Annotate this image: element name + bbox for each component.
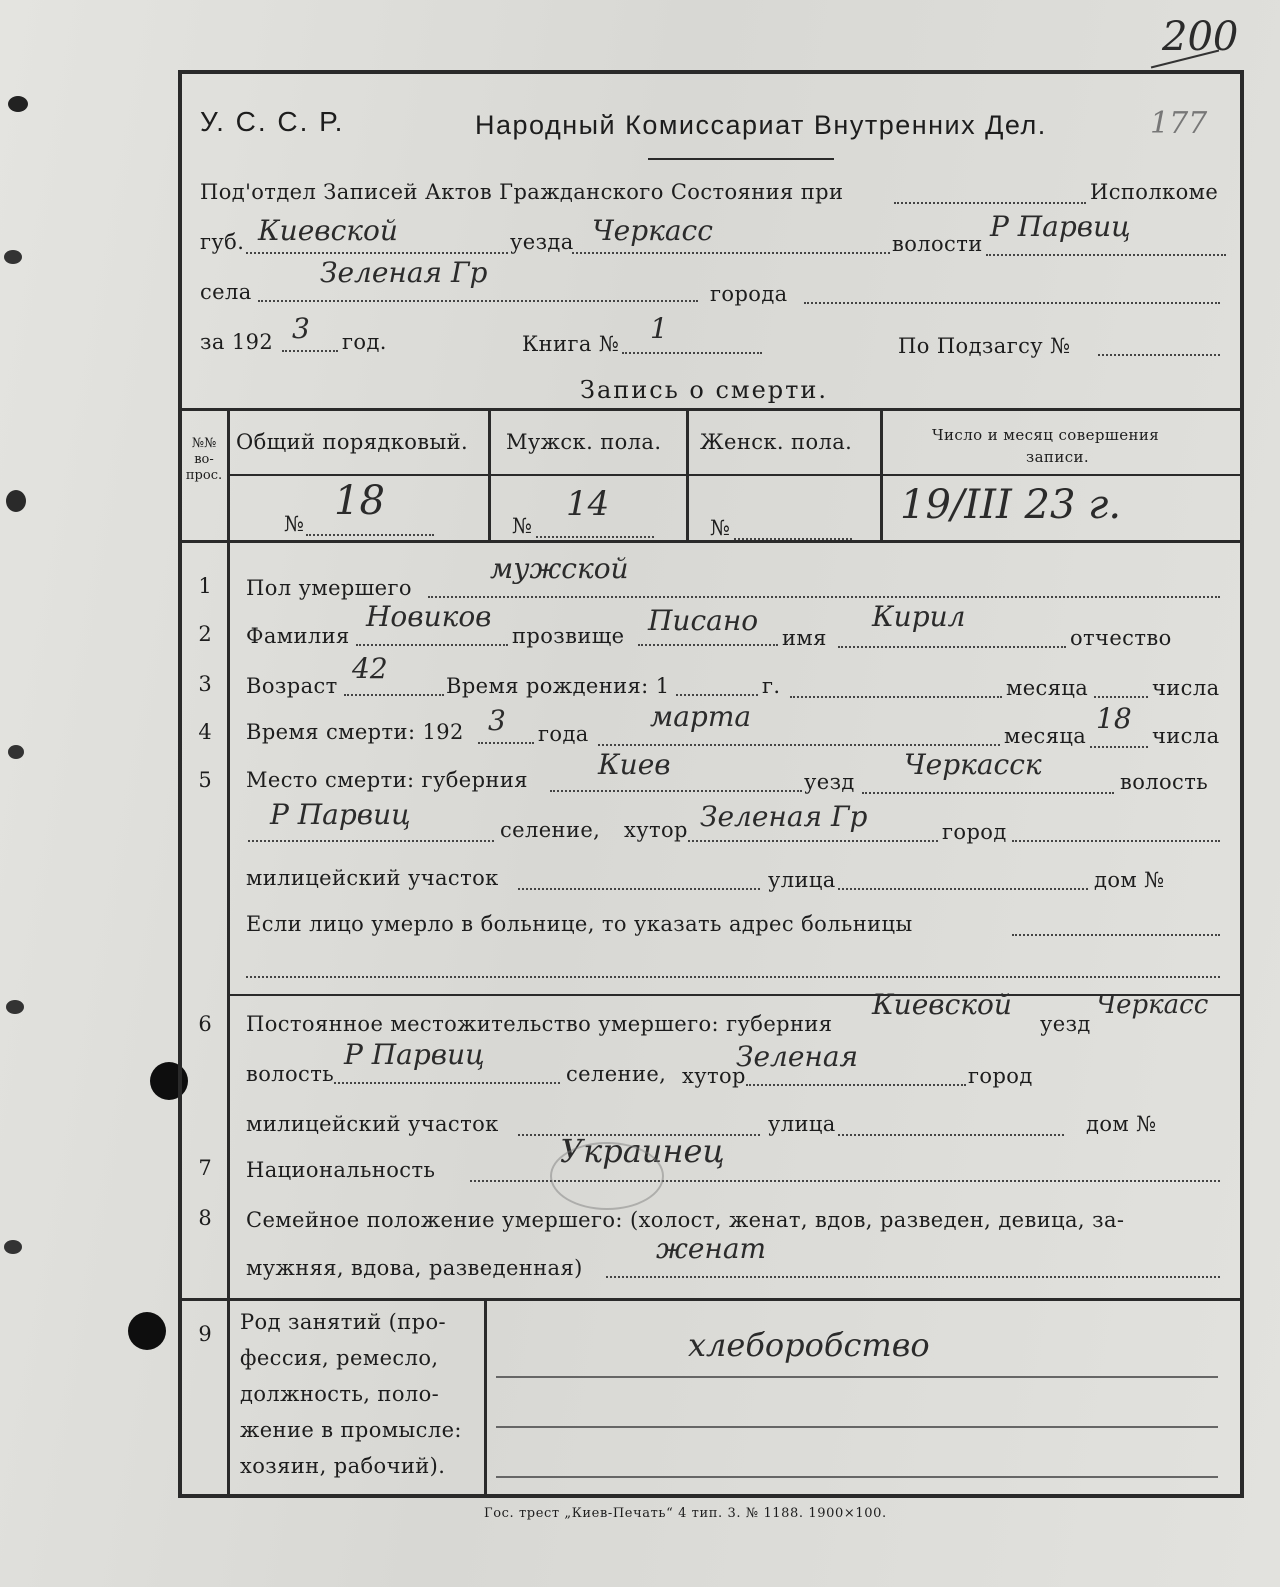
section-line	[228, 994, 1242, 996]
dotted-line	[838, 646, 1066, 648]
nickname-label: прозвище	[512, 624, 625, 648]
faded-stamp	[550, 1142, 664, 1210]
settlement-value: Зеленая Гр	[700, 800, 868, 833]
dotted-line	[638, 644, 778, 646]
dotted-line	[1098, 354, 1220, 356]
dotted-line	[1094, 696, 1148, 698]
sex-label: Пол умершего	[246, 576, 412, 600]
occupation-rule	[496, 1476, 1218, 1478]
dotted-line	[1012, 840, 1220, 842]
volost-value: Р Парвиц	[990, 210, 1131, 243]
residence-street-label: улица	[768, 1112, 836, 1136]
occupation-label-line1: Род занятий (про-	[240, 1310, 447, 1334]
death-year-value: 3	[488, 704, 506, 737]
occupation-label-line5: хозяин, рабочий).	[240, 1454, 446, 1478]
dotted-line	[536, 536, 654, 538]
date-header-line2: записи.	[1026, 448, 1090, 466]
residence-city-label: город	[968, 1064, 1033, 1088]
place-of-death-label: Место смерти: губерния	[246, 768, 528, 792]
settlement-label: селение,	[500, 818, 601, 842]
residence-uezd-label: уезд	[1040, 1012, 1091, 1036]
dotted-line	[248, 840, 494, 842]
occupation-top-line	[180, 1298, 1242, 1301]
question-number-header: №№ во- прос.	[185, 436, 223, 483]
dotted-line	[306, 534, 434, 536]
page-number: 177	[1150, 106, 1208, 141]
dotted-line	[334, 1082, 560, 1084]
question-number: 9	[198, 1322, 212, 1346]
binding-mark	[4, 1240, 22, 1254]
male-no-label: №	[512, 514, 533, 538]
dotted-line	[862, 792, 1114, 794]
binding-mark	[4, 250, 22, 264]
podzags-label: По Подзагсу №	[898, 334, 1071, 358]
residence-khutor-label: хутор	[682, 1064, 746, 1088]
header-bottom-line	[180, 540, 1242, 543]
guberniya-label: губ.	[200, 230, 245, 254]
death-day-value: 18	[1096, 702, 1132, 735]
nationality-label: Национальность	[246, 1158, 436, 1182]
female-header: Женск. пола.	[700, 430, 853, 454]
republic-label: У. С. С. Р.	[200, 106, 345, 137]
surname-value: Новиков	[366, 600, 492, 633]
dotted-line	[344, 694, 444, 696]
place-uezd-value: Черкасск	[904, 748, 1042, 781]
place-volost-value: Р Парвиц	[270, 798, 411, 831]
nationality-value: Украинец	[560, 1132, 725, 1170]
selo-label: села	[200, 280, 252, 304]
question-number: 5	[198, 768, 212, 792]
binding-mark	[8, 96, 28, 112]
dotted-line	[894, 202, 1086, 204]
dotted-line	[282, 350, 338, 352]
residence-settlement-value: Зеленая	[736, 1040, 859, 1073]
male-header: Мужск. пола.	[506, 430, 662, 454]
marital-label-line2: мужняя, вдова, разведенная)	[246, 1256, 583, 1280]
place-uezd-label: уезд	[804, 770, 855, 794]
binding-mark	[6, 1000, 24, 1014]
dotted-line	[518, 888, 760, 890]
uezd-value: Черкасс	[592, 214, 713, 247]
commissariat-title: Народный Комиссариат Внутренних Дел.	[475, 110, 1047, 140]
dotted-line	[246, 252, 508, 254]
occupation-rule	[496, 1426, 1218, 1428]
uezd-label: уезда	[510, 230, 574, 254]
dotted-line	[986, 254, 1226, 256]
dotted-line	[258, 300, 698, 302]
age-label: Возраст	[246, 674, 338, 698]
dotted-line	[734, 538, 852, 540]
dotted-line	[598, 744, 1000, 746]
street-label: улица	[768, 868, 836, 892]
birth-day-label: числа	[1152, 676, 1220, 700]
residence-volost-value: Р Парвиц	[344, 1038, 485, 1071]
death-day-label: числа	[1152, 724, 1220, 748]
year-prefix: за 192	[200, 330, 274, 354]
residence-label: Постоянное местожительство умершего: губерния	[246, 1012, 833, 1036]
militia-label: милицейский участок	[246, 866, 499, 890]
binding-mark	[8, 745, 24, 759]
general-number-header: Общий порядковый.	[236, 430, 469, 454]
question-number: 1	[198, 574, 212, 598]
birth-year-g: г.	[762, 674, 781, 698]
question-number: 2	[198, 622, 212, 646]
residence-uezd-value: Черкасс	[1096, 990, 1209, 1020]
dotted-line	[1090, 746, 1148, 748]
volost-label: волости	[892, 232, 983, 256]
book-value: 1	[650, 312, 668, 345]
question-number: 4	[198, 720, 212, 744]
name-label: имя	[782, 626, 827, 650]
male-number-value: 14	[566, 484, 610, 524]
guberniya-value: Киевской	[258, 214, 398, 247]
punch-hole	[128, 1312, 166, 1350]
book-label: Книга №	[522, 332, 620, 356]
birth-label: Время рождения: 1	[446, 674, 670, 698]
selo-value: Зеленая Гр	[320, 256, 488, 289]
dotted-line	[676, 694, 758, 696]
dotted-line	[622, 352, 762, 354]
date-header-line1: Число и месяц совершения	[932, 426, 1160, 444]
sex-value: мужской	[490, 552, 629, 585]
ispolkom-label: Исполкоме	[1090, 180, 1219, 204]
occupation-divider	[484, 1298, 487, 1496]
occupation-label-line3: должность, поло-	[240, 1382, 440, 1406]
dotted-line	[790, 696, 1002, 698]
registry-office-label: Под'отдел Записей Актов Гражданского Состояния при	[200, 180, 844, 204]
patronymic-label: отчество	[1070, 626, 1172, 650]
question-number: 8	[198, 1206, 212, 1230]
archive-number: 200	[1162, 14, 1239, 60]
dotted-line	[688, 840, 938, 842]
marital-label: Семейное положение умершего: (холост, женат, вдов, разведен, девица, за-	[246, 1208, 1125, 1232]
place-volost-label: волость	[1120, 770, 1209, 794]
dotted-line	[356, 644, 508, 646]
name-value: Кирил	[872, 600, 966, 633]
dotted-line	[838, 888, 1088, 890]
record-title: Запись о смерти.	[580, 376, 829, 404]
dotted-line	[838, 1134, 1064, 1136]
occupation-rule	[496, 1376, 1218, 1378]
year-suffix: год.	[342, 330, 387, 354]
question-number: 3	[198, 672, 212, 696]
occupation-value: хлеборобство	[688, 1326, 930, 1364]
year-word: года	[538, 722, 589, 746]
residence-settlement-label: селение,	[566, 1062, 667, 1086]
khutor-label: хутор	[624, 818, 688, 842]
surname-label: Фамилия	[246, 624, 350, 648]
house-label: дом №	[1094, 868, 1165, 892]
question-number-column-divider	[227, 408, 230, 1496]
residence-guberniya-value: Киевской	[872, 988, 1012, 1021]
dotted-line	[804, 302, 1220, 304]
occupation-label-line2: фессия, ремесло,	[240, 1346, 439, 1370]
dotted-line	[606, 1276, 1220, 1278]
dotted-line	[428, 596, 1220, 598]
death-month-value: марта	[650, 700, 752, 733]
dotted-line	[1012, 934, 1220, 936]
city-label: город	[942, 820, 1007, 844]
header-inner-line	[228, 474, 1242, 476]
residence-volost-label: волость	[246, 1062, 335, 1086]
title-underline	[648, 158, 834, 160]
age-value: 42	[352, 652, 388, 685]
hospital-label: Если лицо умерло в больнице, то указать адрес больницы	[246, 912, 913, 936]
dotted-line	[246, 976, 1220, 978]
dotted-line	[478, 742, 534, 744]
death-month-label: месяца	[1004, 724, 1087, 748]
year-value: 3	[292, 312, 310, 345]
residence-militia-label: милицейский участок	[246, 1112, 499, 1136]
place-guberniya-value: Киев	[598, 748, 671, 781]
question-number: 7	[198, 1156, 212, 1180]
dotted-line	[572, 252, 890, 254]
general-no-label: №	[284, 512, 305, 536]
dotted-line	[746, 1084, 966, 1086]
marital-value: женат	[656, 1232, 767, 1265]
death-time-label: Время смерти: 192	[246, 720, 464, 744]
nickname-value: Писано	[648, 604, 759, 637]
female-no-label: №	[710, 516, 731, 540]
occupation-label-line4: жение в промысле:	[240, 1418, 462, 1442]
question-number: 6	[198, 1012, 212, 1036]
printer-footer: Гос. трест „Киев-Печать“ 4 тип. 3. № 1188. 1900×100.	[484, 1506, 887, 1521]
table-top-line	[180, 408, 1242, 411]
gorod-label: города	[710, 282, 788, 306]
birth-month-label: месяца	[1006, 676, 1089, 700]
general-number-value: 18	[334, 478, 385, 524]
residence-house-label: дом №	[1086, 1112, 1157, 1136]
binding-mark	[6, 490, 26, 512]
dotted-line	[550, 790, 802, 792]
record-date-value: 19/III 23 г.	[900, 482, 1122, 528]
